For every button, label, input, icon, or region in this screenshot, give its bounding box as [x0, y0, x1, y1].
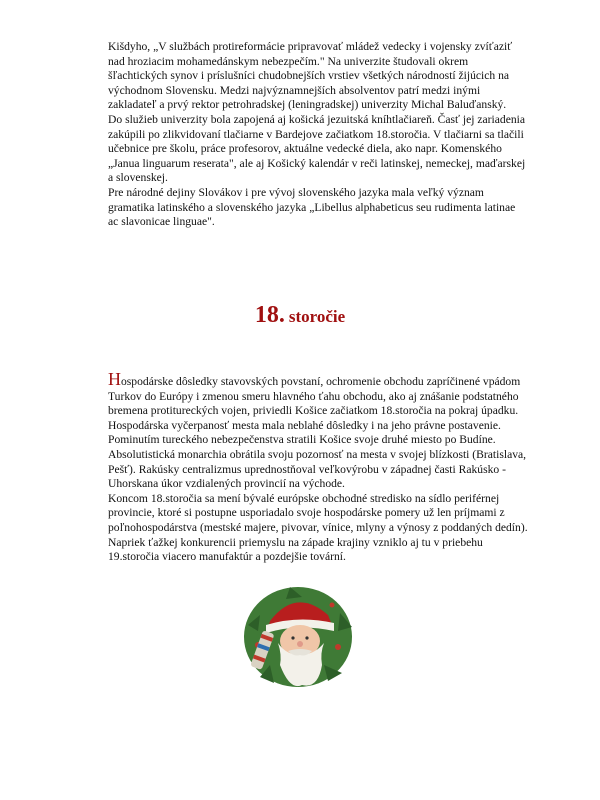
first-paragraph-text: ospodárske dôsledky stavovských povstaní, ochromenie obchodu zapríčinené vpádom Turkov do Európy i zmenou smeru hlavného ťahu obchodu, ako aj znášanie podstatného bremena protitureckých vojen, priviedli Košice začiatkom 18.storočia na pokraj úpadku. [108, 375, 521, 418]
santa-eye [305, 636, 308, 639]
section-heading [0, 302, 600, 329]
heading-number: 18. [254, 302, 285, 328]
intro-paragraph: Kišdyho, „V službách protireformácie pripravovať mládež vedecky i vojensky zvíťaziť nad hroziacim mohamedánskym nebezpečím." Na univerzite študovali okrem šľachtických synov i príslušníci chudobnejších vrstiev všetkých národností žijúcich na východnom Slovensku. Medzi najvýznamnejších absolventov patrí medzi inými zakladateľ a prvý rektor petrohradskej (leningradskej) univerzity Michal Baluďanský. [108, 40, 513, 112]
santa-nose [297, 641, 303, 647]
section-paragraph: Koncom 18.storočia sa mení bývalé európske obchodné stredisko na sídlo periférnej provincie, ktoré si postupne usporiadalo svoje hospodárske pomery už len príjmami z poľnohospodárstva (mestské majere, pivovar, vínice, mlyny a výnosy z poddaných dedín). Napriek ťažkej konkurencii priemyslu na západe krajiny vzniklo aj tu v priebehu 19.storočia viacero manufaktúr a pozdejšie tovární. [108, 491, 528, 564]
santa-illustration [240, 585, 356, 695]
intro-paragraph: Do služieb univerzity bola zapojená aj košická jezuitská kníhtlačiareň. Časť jej zariadenia zakúpili po zlikvidovaní tlačiarne v Bardejove začiatkom 18.storočia. V tlačiarni sa tlačili učebnice pre školu, práce profesorov, aktuálne vedecké diela, ako napr. Komenského „Janua linguarum reserata", ale aj Košický kalendár v reči latinskej, nemeckej, maďarskej a slovenskej. [108, 112, 526, 185]
intro-paragraph: Pre národné dejiny Slovákov i pre vývoj slovenského jazyka mala veľký význam gramatika latinského a slovenského jazyka „Libellus alphabeticus seu rudimenta latinae ac slavonicae linguae". [108, 185, 516, 229]
section-text-block [108, 369, 528, 565]
section-paragraph: Hospodárska vyčerpanosť mesta mala neblahé dôsledky i na jeho právne postavenie. Pominutím tureckého nebezpečenstva stratili Košice svoje druhé miesto po Budíne. Absolutistická monarchia obrátila svoju pozornosť na mesta v svojej blízkosti (Bratislava, Pešť). Rakúsky centralizmus uprednostňoval veľkovýrobu v západnej časti Rakúsko - Uhorskana úkor vzdialených provincií na východe. [108, 418, 527, 491]
santa-eye [291, 636, 294, 639]
santa-claus-picture [240, 585, 356, 695]
heading-word: storočie [288, 307, 346, 326]
drop-cap: H [108, 369, 121, 389]
intro-text-block [108, 40, 528, 230]
section-first-paragraph [108, 369, 528, 419]
